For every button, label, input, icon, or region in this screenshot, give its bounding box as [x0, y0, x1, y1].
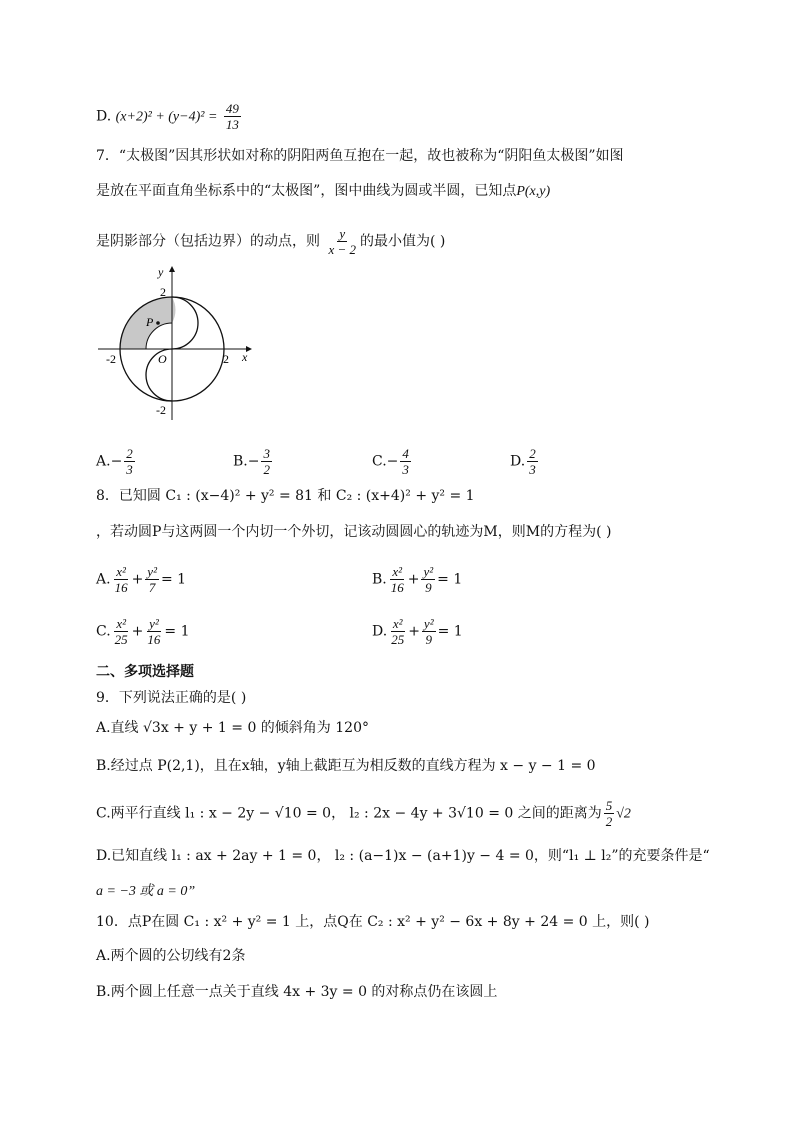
q8b-f2 [421, 564, 435, 595]
q8c-b: 16 [147, 632, 161, 647]
q8-option-d: D. $\frac{\text{x²}}{25}$ + $\frac{\text{y²}}{9}$ = 1 [372, 616, 463, 647]
section-title: 二、多项选择题 [96, 664, 194, 680]
origin-label: O [158, 352, 167, 366]
q8d-b: 9 [425, 632, 432, 647]
q6-option-d [96, 101, 243, 132]
q7b-frac [261, 446, 272, 477]
q7-line1: 7．“太极图”因其形状如对称的阴阳两鱼互抱在一起，故也被称为“阴阳鱼太极图”如图 [96, 148, 624, 164]
q9c-den: 2 [605, 814, 613, 829]
q8a-f1 [113, 564, 130, 595]
q9-option-a: A.直线 √3x + y + 1 = 0 的倾斜角为 120° [96, 720, 369, 736]
q6d-den: 13 [225, 117, 239, 132]
q8b-b: 9 [425, 580, 432, 595]
q7c-num: 4 [402, 446, 409, 461]
q8d-f1 [389, 616, 406, 647]
q9-stem: 9．下列说法正确的是( ) [96, 690, 247, 706]
tick-x-left: -2 [106, 352, 116, 366]
q7c-den: 3 [402, 462, 409, 477]
q10-stem: 10．点P在圆 C₁ : x² + y² = 1 上，点Q在 C₂ : x² + y² − 6x + 8y + 24 = 0 上，则( ) [96, 914, 650, 930]
q7d-den: 3 [529, 462, 536, 477]
q6d-frac [224, 101, 241, 132]
q9c-post: √2 [616, 806, 631, 822]
q7a-num: 2 [126, 446, 133, 461]
q9c-frac [604, 798, 615, 829]
q9c-pre: C.两平行直线 l₁ : x − 2y − √10 = 0， l₂ : 2x − 4y + 3√10 = 0 之间的距离为 [96, 805, 602, 822]
q8a-x2: x² [116, 564, 126, 579]
x-label: x [242, 350, 248, 364]
q8a-eq: = 1 [160, 571, 187, 588]
q8d-y2: y² [423, 616, 434, 631]
q7-line2 [96, 181, 550, 202]
q8d-f2 [422, 616, 436, 647]
q10-option-b: B.两个圆上任意一点关于直线 4x + 3y = 0 的对称点仍在该圆上 [96, 984, 498, 1000]
q6d-num: 49 [225, 101, 239, 116]
q7-line3-post: 的最小值为( ) [360, 233, 446, 250]
q7-point: P(x,y) [516, 184, 551, 199]
q8a-a: 16 [114, 580, 128, 595]
q8b-label: B. [372, 571, 387, 588]
q7-option-c [372, 446, 413, 477]
q7a-frac [124, 446, 135, 477]
q7b-sign: − [247, 453, 260, 470]
q8a-f2 [145, 564, 159, 595]
q7d-num: 2 [529, 446, 536, 461]
q6d-label: D. [96, 108, 112, 125]
q8d-eq: = 1 [437, 623, 463, 640]
q8a-label: A. [96, 571, 111, 588]
q7c-label: C. [372, 453, 387, 470]
q8a-b: 7 [148, 580, 156, 595]
q8c-y2: y² [149, 616, 159, 631]
q7b-num: 3 [263, 446, 270, 461]
q7-line2-text: 是放在平面直角坐标系中的“太极图”，图中曲线为圆或半圆，已知点 [96, 183, 517, 199]
q8-line2: ，若动圆P与这两圆一个内切一个外切，记该动圆圆心的轨迹为M，则M的方程为( ) [96, 524, 612, 540]
q7a-sign: − [110, 453, 123, 470]
q9c-num: 5 [605, 798, 613, 813]
q10-option-a: A.两个圆的公切线有2条 [96, 948, 246, 964]
q7-frac-num: y [339, 226, 346, 241]
q8d-a: 25 [391, 632, 405, 647]
q8c-a: 25 [114, 632, 128, 647]
q7c-frac [400, 446, 411, 477]
tick-x-right: 2 [223, 352, 229, 366]
q8b-y2: y² [423, 564, 434, 579]
q8c-x2: x² [116, 616, 126, 631]
tick-y-bottom: -2 [156, 403, 166, 417]
q9-option-c [96, 798, 631, 829]
q7d-label: D. [510, 453, 526, 470]
q8c-eq: = 1 [164, 623, 190, 640]
q7d-frac [527, 446, 538, 477]
q7-option-d [510, 446, 540, 477]
p-label: P [146, 315, 154, 329]
q8d-label: D. [372, 623, 388, 640]
y-axis-arrow [169, 266, 175, 272]
q6d-lhs: (x+2)² + (y−4)² = [115, 109, 218, 125]
q9-option-d1: D.已知直线 l₁ : ax + 2ay + 1 = 0， l₂ : (a−1)x − (a+1)y − 4 = 0，则“l₁ ⊥ l₂”的充要条件是“ [96, 848, 710, 864]
tick-y-top: 2 [160, 285, 166, 299]
q8b-f1 [389, 564, 406, 595]
q8b-eq: = 1 [437, 571, 463, 588]
q7-line3 [96, 226, 445, 257]
q9-option-d2: a = −3 或 a = 0” [96, 884, 196, 899]
q7b-den: 2 [263, 462, 270, 477]
q8-option-c: C. $\frac{\text{x²}}{25}$ + $\frac{\text{y²}}{16}$ = 1 [96, 616, 190, 647]
q8-line1: 8．已知圆 C₁ : (x−4)² + y² = 81 和 C₂ : (x+4)² + y² = 1 [96, 488, 475, 504]
q8a-y2: y² [147, 564, 157, 579]
p-point [156, 321, 160, 325]
q7-frac [326, 226, 358, 257]
q7-option-b [233, 446, 274, 477]
q7-line3-pre: 是阴影部分（包括边界）的动点，则 [96, 233, 320, 250]
q7a-label: A. [96, 453, 111, 470]
q7-option-a [96, 446, 137, 477]
q8b-a: 16 [390, 580, 404, 595]
q7-frac-den: x − 2 [328, 242, 356, 257]
q8b-x2: x² [392, 564, 403, 579]
q8c-label: C. [96, 623, 111, 640]
q7b-label: B. [233, 453, 248, 470]
q9-option-b: B.经过点 P(2,1)，且在x轴，y轴上截距互为相反数的直线方程为 x − y − 1 = 0 [96, 758, 596, 774]
q8c-f2 [145, 616, 162, 647]
taiji-figure [96, 262, 256, 424]
q7c-sign: − [386, 453, 399, 470]
q7a-den: 3 [126, 462, 133, 477]
q8d-x2: x² [392, 616, 403, 631]
q8c-f1 [113, 616, 130, 647]
y-label: y [158, 265, 164, 279]
q8-option-b: B. $\frac{\text{x²}}{16}$ + $\frac{\text{y²}}{9}$ = 1 [372, 564, 463, 595]
shaded-region-lower [120, 349, 146, 394]
q8-option-a: A. $\frac{\text{x²}}{16}$ + $\frac{\text{y²}}{7}$ = 1 [96, 564, 187, 595]
